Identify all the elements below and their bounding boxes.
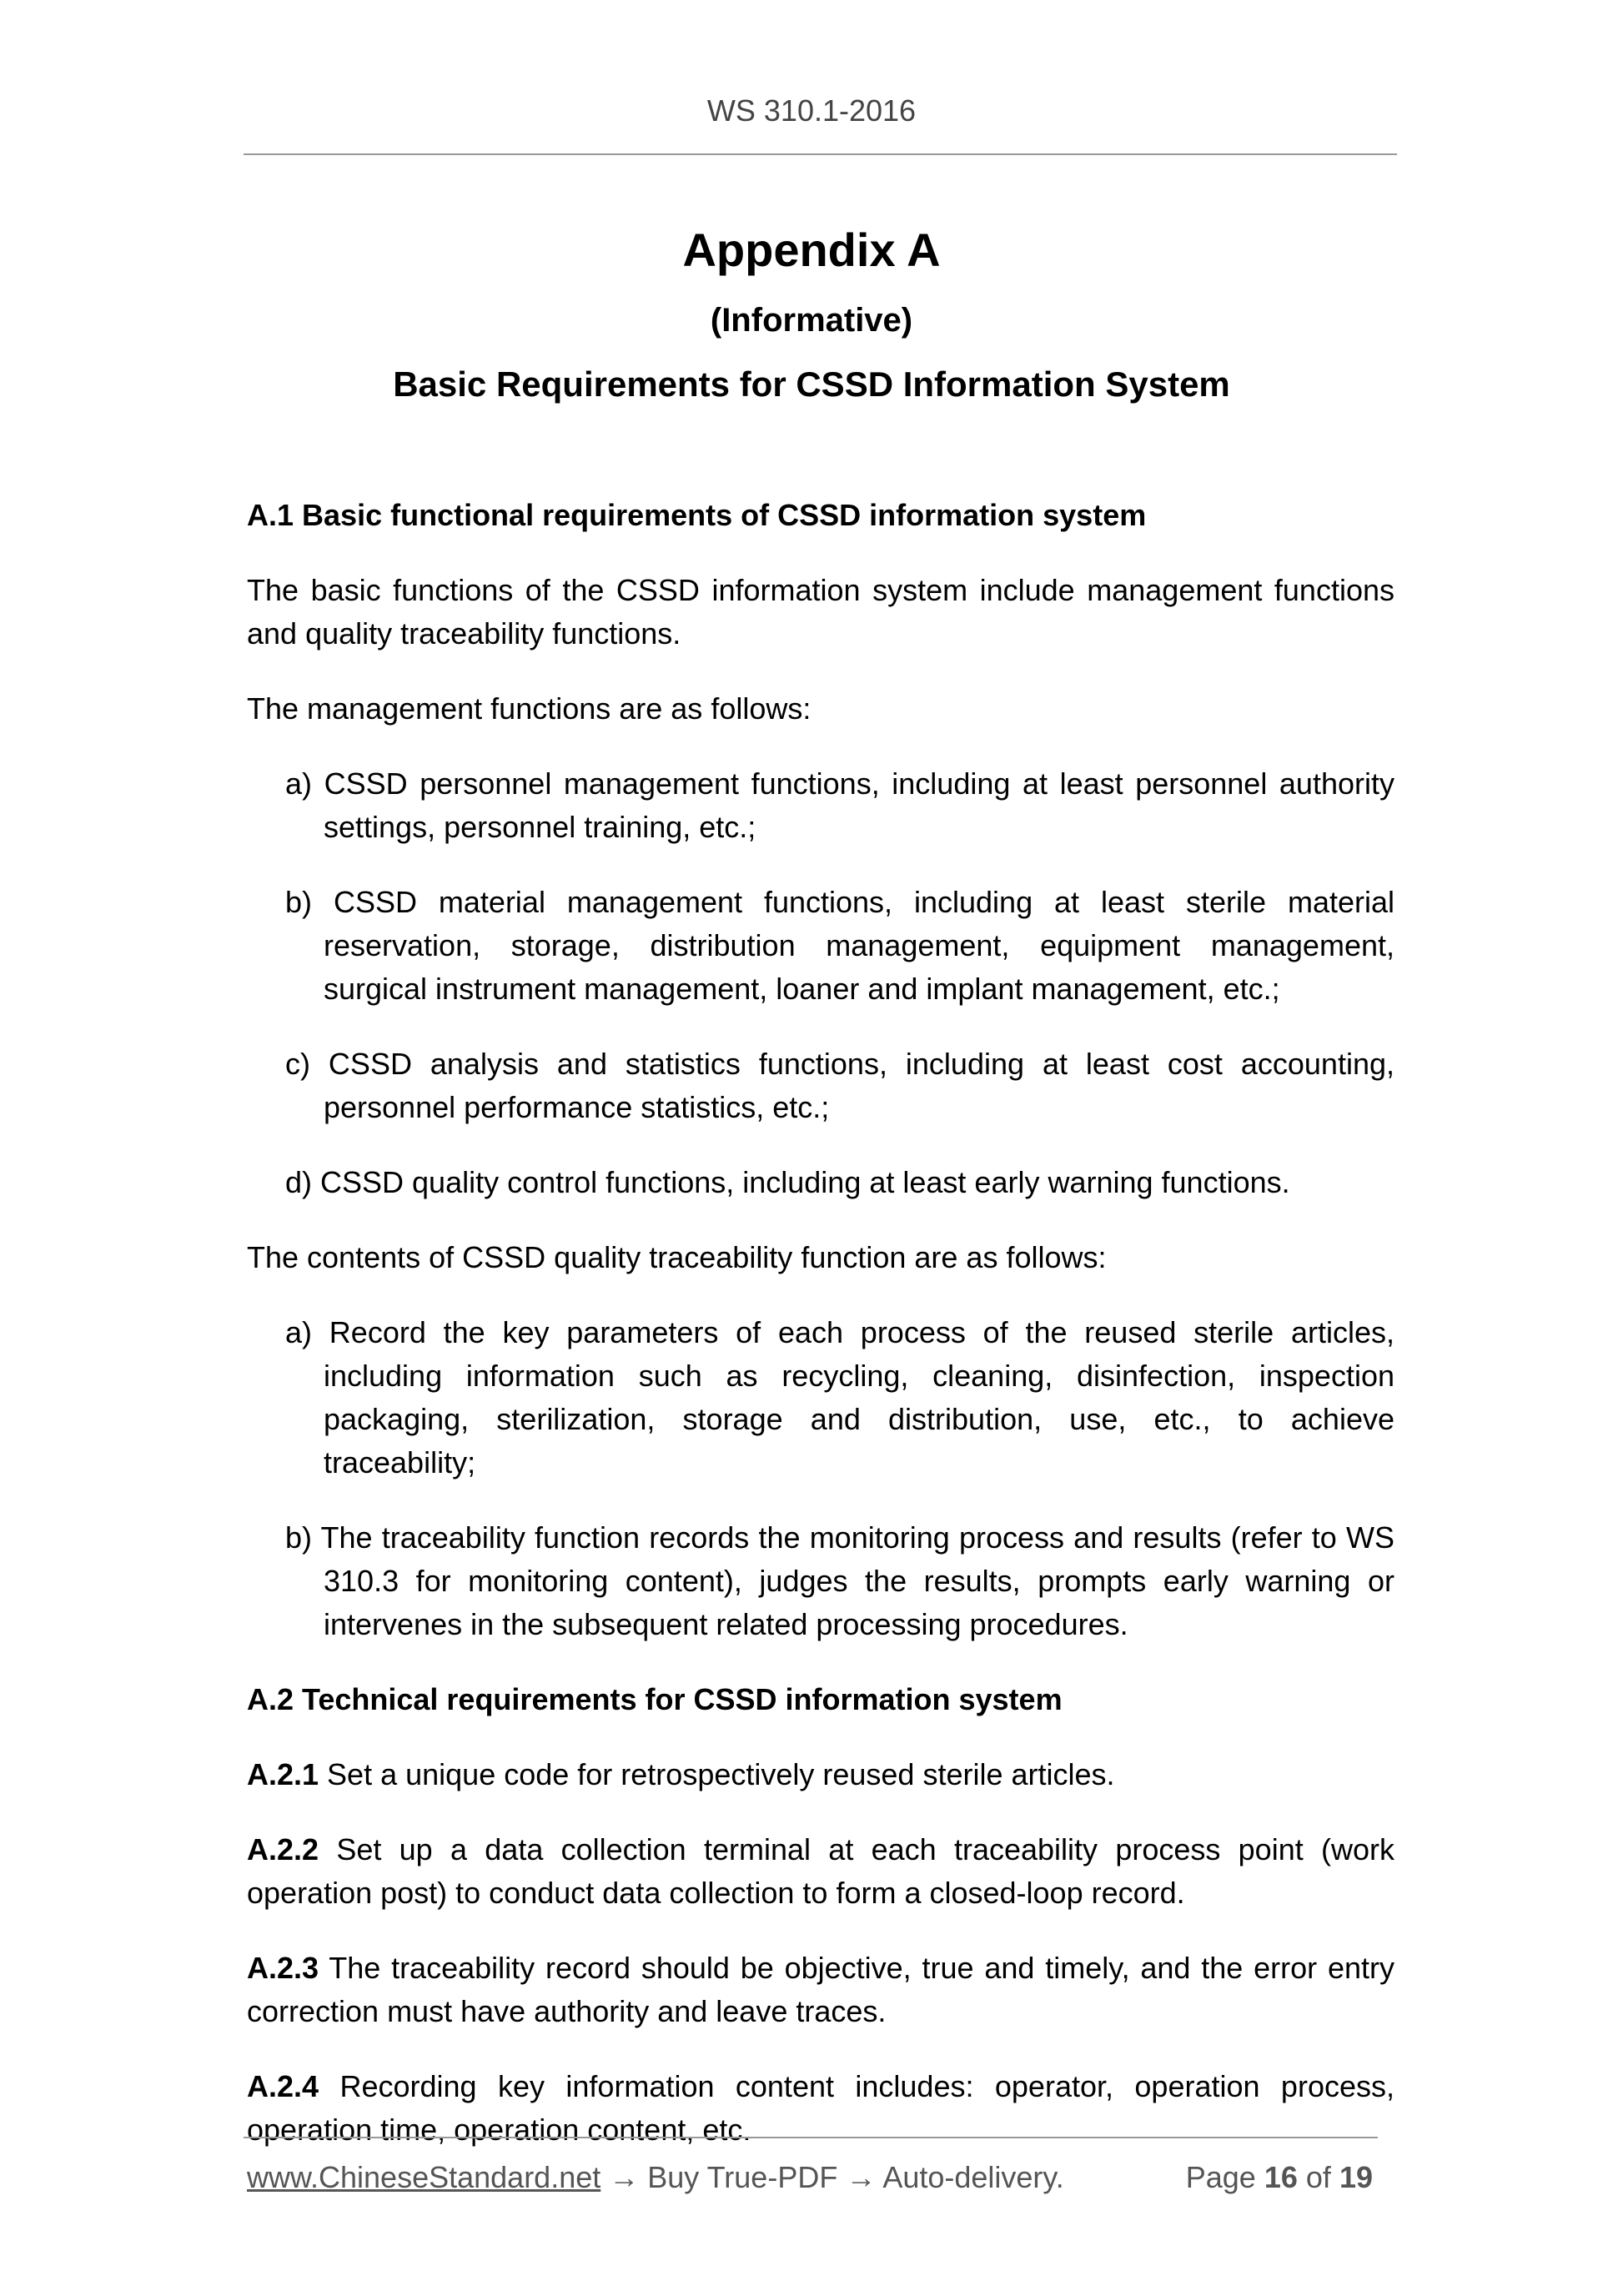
list-item: d) CSSD quality control functions, including at least early warning functions. xyxy=(285,1165,1290,1199)
clause-text: Set a unique code for retrospectively reused sterile articles. xyxy=(319,1757,1115,1791)
list-item: b) The traceability function records the monitoring process and results (refer to WS 310.3 for monitoring content), judges the results, prompts early warning or intervenes in the subsequent related processing procedures. xyxy=(285,1520,1394,1641)
clause-number: A.2.3 xyxy=(247,1951,319,1985)
clause-number: A.2.1 xyxy=(247,1757,319,1791)
footer-divider xyxy=(244,2137,1378,2138)
section-a1-intro: The basic functions of the CSSD information system include management functions and quality traceability functions. xyxy=(247,573,1394,651)
management-list xyxy=(247,762,1394,1204)
section-a2-heading: A.2 Technical requirements for CSSD information system xyxy=(247,1682,1063,1716)
page-current: 16 xyxy=(1264,2160,1298,2194)
footer-promo xyxy=(247,2157,1064,2198)
clause-a-2-3 xyxy=(247,1947,1394,2033)
footer-promo-text: → Buy True-PDF → Auto-delivery. xyxy=(600,2160,1064,2194)
website-link[interactable]: www.ChineseStandard.net xyxy=(247,2160,601,2194)
clause-a-2-1 xyxy=(247,1753,1394,1796)
traceability-list xyxy=(247,1311,1394,1646)
page-number xyxy=(1186,2157,1373,2198)
section-a1-heading: A.1 Basic functional requirements of CSSD information system xyxy=(247,498,1147,532)
page-total: 19 xyxy=(1339,2160,1373,2194)
clause-a-2-4 xyxy=(247,2065,1394,2152)
title-block xyxy=(0,219,1623,409)
clause-number: A.2.4 xyxy=(247,2069,319,2103)
list-item: b) CSSD material management functions, including at least sterile material reservation, storage, distribution management, equipment management, surgical instrument management, loaner and implant management, etc.; xyxy=(285,885,1394,1006)
appendix-informative-label: (Informative) xyxy=(710,302,913,339)
header-divider xyxy=(244,153,1397,155)
traceability-intro: The contents of CSSD quality traceability function are as follows: xyxy=(247,1240,1107,1274)
document-code: WS 310.1-2016 xyxy=(706,93,917,128)
clause-text: The traceability record should be objective, true and timely, and the error entry correction must have authority and leave traces. xyxy=(247,1951,1394,2028)
page-of-label: of xyxy=(1305,2160,1331,2194)
clause-text: Set up a data collection terminal at each traceability process point (work operation post) to conduct data collection to form a closed-loop record. xyxy=(247,1832,1394,1910)
list-item: c) CSSD analysis and statistics functions, including at least cost accounting, personnel performance statistics, etc.; xyxy=(285,1047,1394,1124)
appendix-name: Basic Requirements for CSSD Information System xyxy=(393,364,1230,404)
clause-number: A.2.2 xyxy=(247,1832,319,1866)
clause-a-2-2 xyxy=(247,1828,1394,1915)
management-intro: The management functions are as follows: xyxy=(247,691,812,726)
document-body xyxy=(247,494,1394,2183)
appendix-title: Appendix A xyxy=(682,224,941,276)
list-item: a) Record the key parameters of each process of the reused sterile articles, including information such as recycling, cleaning, disinfection, inspection packaging, sterilization, storage and distribution, use, etc., to achieve traceability; xyxy=(285,1315,1394,1480)
page-label: Page xyxy=(1185,2160,1256,2194)
list-item: a) CSSD personnel management functions, including at least personnel authority settings, personnel training, etc.; xyxy=(285,766,1394,844)
clause-text: Recording key information content includes: operator, operation process, operation time, operation content, etc. xyxy=(247,2069,1394,2147)
